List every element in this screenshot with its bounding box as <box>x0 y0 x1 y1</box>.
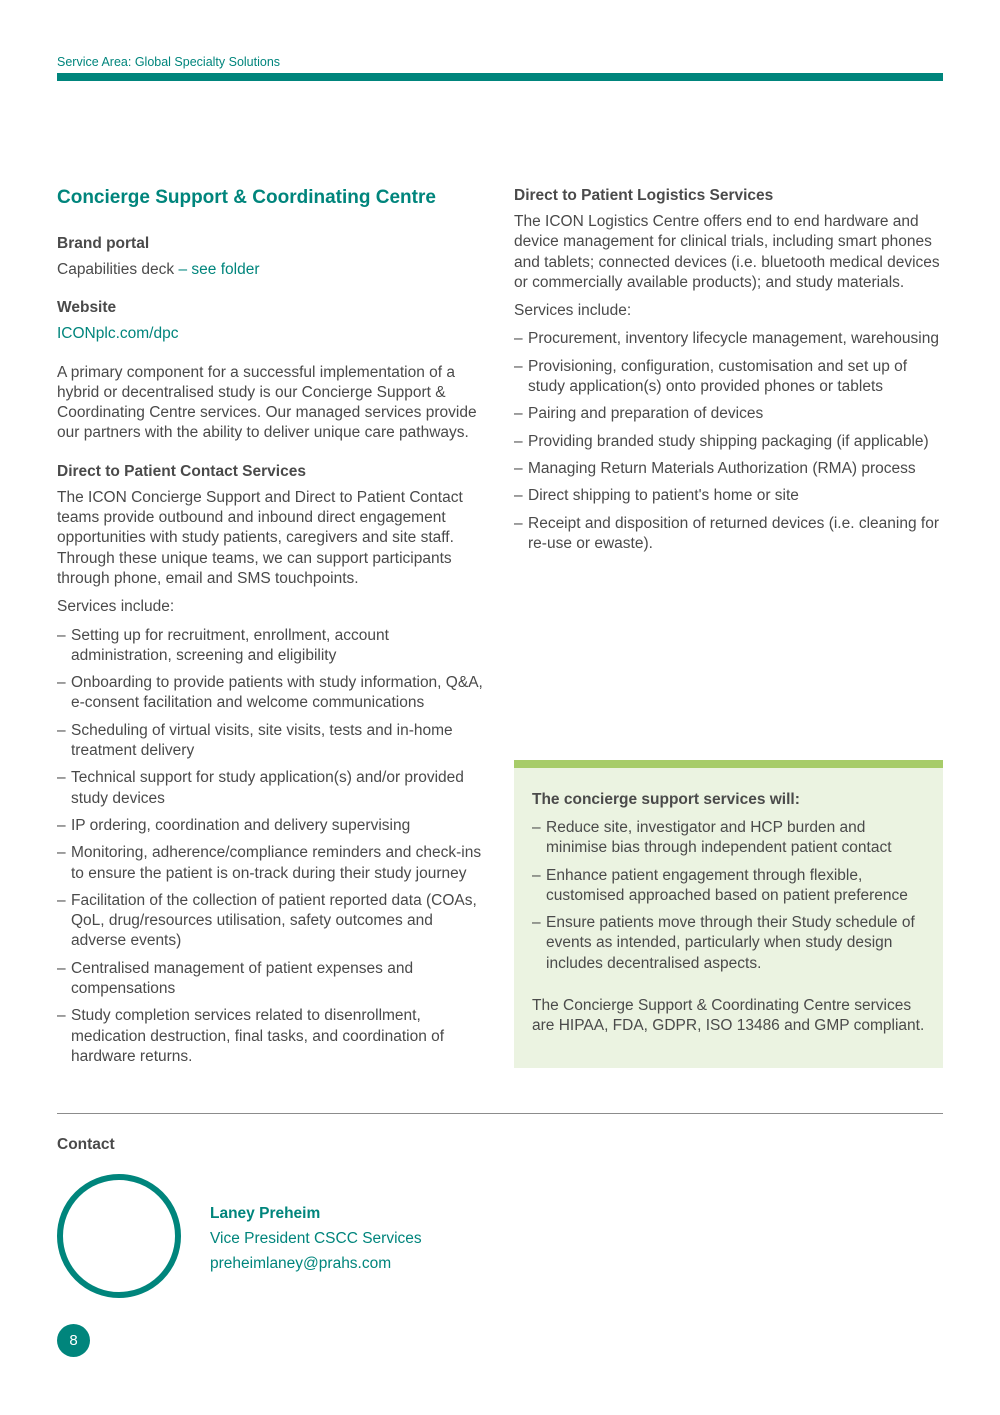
list-item: – Receipt and disposition of returned devices (i.e. cleaning for re-use or ewaste). <box>514 514 944 555</box>
list-item: – Ensure patients move through their Study schedule of events as intended, particularly when study design includes decentralised aspects. <box>532 913 925 974</box>
list-item: – Procurement, inventory lifecycle management, warehousing <box>514 329 944 349</box>
website-heading: Website <box>57 299 117 317</box>
contact-services-list <box>57 626 489 1068</box>
list-item: – Setting up for recruitment, enrollment, account administration, screening and eligibility <box>57 626 489 667</box>
header-bar <box>57 73 943 81</box>
list-item: – Provisioning, configuration, customisation and set up of study application(s) onto provided phones or tablets <box>514 357 944 398</box>
contact-services-paragraph: The ICON Concierge Support and Direct to Patient Contact teams provide outbound and inbound direct engagement opportunities with study patients, caregivers and site staff. Through these unique teams, we can support participants through phone, email and SMS touchpoints. <box>57 488 463 587</box>
contact-card <box>210 1201 422 1276</box>
logistics-paragraph: The ICON Logistics Centre offers end to end hardware and device management for clinical trials, including smart phones and tablets; connected devices (i.e. bluetooth medical devices or commercially available products); and study materials. <box>514 213 940 291</box>
list-item: – IP ordering, coordination and delivery supervising <box>57 816 489 836</box>
see-folder-link[interactable]: – see folder <box>178 261 260 278</box>
list-item: – Technical support for study application(s) and/or provided study devices <box>57 768 489 809</box>
list-item: – Scheduling of virtual visits, site visits, tests and in-home treatment delivery <box>57 721 489 762</box>
brand-portal-heading: Brand portal <box>57 235 150 252</box>
list-item: – Onboarding to provide patients with study information, Q&A, e-consent facilitation and welcome communications <box>57 673 489 714</box>
concierge-callout-box <box>514 760 943 1068</box>
brand-portal-line <box>57 260 489 280</box>
contact-email-link[interactable]: preheimlaney@prahs.com <box>210 1255 392 1272</box>
list-item: – Centralised management of patient expenses and compensations <box>57 959 489 1000</box>
list-item: – Managing Return Materials Authorization (RMA) process <box>514 459 944 479</box>
list-item: – Study completion services related to disenrollment, medication destruction, final tasks, and coordination of hardware returns. <box>57 1006 489 1067</box>
page-title: Concierge Support & Coordinating Centre <box>57 187 436 208</box>
services-include-label: Services include: <box>57 598 175 616</box>
callout-list <box>532 818 925 974</box>
left-column <box>57 186 489 1074</box>
page-number-badge: 8 <box>57 1324 90 1357</box>
list-item: – Providing branded study shipping packaging (if applicable) <box>514 432 944 452</box>
list-item: – Facilitation of the collection of patient reported data (COAs, QoL, drug/resources utilisation, safety outcomes and adverse events) <box>57 891 489 952</box>
avatar <box>57 1174 181 1298</box>
service-area-label: Service Area: Global Specialty Solutions <box>57 55 281 69</box>
section-divider <box>57 1113 943 1114</box>
website-link[interactable]: ICONplc.com/dpc <box>57 325 179 343</box>
intro-paragraph: A primary component for a successful implementation of a hybrid or decentralised study is our Concierge Support & Coordinating Centre services. Our managed services provide our partners with the ability to deliver unique care pathways. <box>57 363 477 442</box>
contact-name: Laney Preheim <box>210 1205 321 1222</box>
callout-heading: The concierge support services will: <box>532 791 800 808</box>
logistics-heading: Direct to Patient Logistics Services <box>514 187 774 204</box>
contact-role: Vice President CSCC Services <box>210 1230 422 1247</box>
list-item: – Reduce site, investigator and HCP burden and minimise bias through independent patient contact <box>532 818 925 859</box>
services-include-label: Services include: <box>514 302 632 320</box>
brand-portal-text: Capabilities deck <box>57 261 179 278</box>
list-item: – Enhance patient engagement through flexible, customised approached based on patient preference <box>532 866 925 907</box>
list-item: – Direct shipping to patient's home or site <box>514 486 944 506</box>
logistics-services-list <box>514 329 944 554</box>
list-item: – Monitoring, adherence/compliance reminders and check-ins to ensure the patient is on-track during their study journey <box>57 843 489 884</box>
contact-services-heading: Direct to Patient Contact Services <box>57 462 306 480</box>
compliance-note: The Concierge Support & Coordinating Centre services are HIPAA, FDA, GDPR, ISO 13486 and GMP compliant. <box>532 997 925 1035</box>
right-column <box>514 186 944 561</box>
contact-heading: Contact <box>57 1136 115 1153</box>
list-item: – Pairing and preparation of devices <box>514 404 944 424</box>
